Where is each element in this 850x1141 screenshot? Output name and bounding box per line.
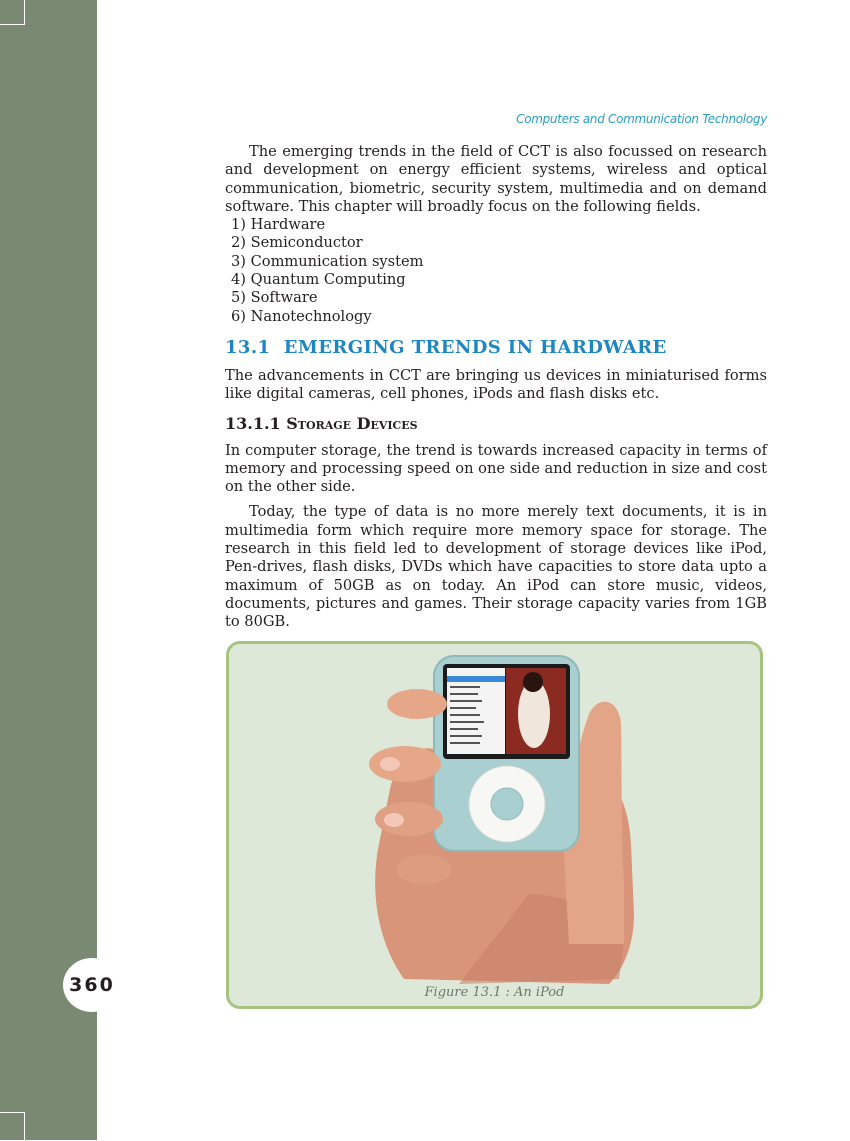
little-finger (396, 854, 452, 884)
middle-finger (369, 746, 441, 782)
storage-paragraph-1: In computer storage, the trend is towards increased capacity in terms of memory and processing speed on one side and reduction in size and cost on the other side. (225, 441, 767, 496)
ipod-photo (229, 644, 760, 1006)
subsection-title: Storage Devices (286, 413, 418, 433)
index-finger (387, 689, 447, 719)
list-item: 2) Semiconductor (231, 234, 363, 252)
fingernail (380, 757, 400, 771)
crop-mark-bottom (0, 1112, 25, 1141)
artwork-head (523, 672, 543, 692)
storage-paragraph-2: Today, the type of data is no more merely text documents, it is in multimedia form which require more memory space for storage. The research in this field led to development of storage devices like iPod, Pen-drives, flash disks, DVDs which have capacities to store data upto a maximum of 50GB as on today. An iPod can store music, videos, documents, pictures and games. Their storage capacity varies from 1GB to 80GB. (225, 503, 767, 631)
list-item: 6) Nanotechnology (231, 307, 372, 325)
page-number: 360 (63, 958, 121, 1012)
intro-paragraph: The emerging trends in the field of CCT is also focussed on research and development on energy efficient systems, wireless and optical communication, biometric, security system, multimedia and on demand software. This chapter will broadly focus on the following fields. (225, 143, 767, 215)
figure-caption: Figure 13.1 : An iPod (424, 985, 565, 1000)
fields-list (225, 216, 767, 326)
ipod-menu-highlight (447, 676, 505, 682)
subsection-number: 13.1.1 (225, 413, 281, 433)
running-header: Computers and Communication Technology (516, 112, 767, 126)
page-content (225, 143, 767, 632)
list-item: 4) Quantum Computing (231, 271, 406, 289)
fingernail (384, 813, 404, 827)
list-item: 5) Software (231, 289, 318, 307)
section-title: EMERGING TRENDS IN HARDWARE (283, 336, 667, 358)
figure-box (226, 641, 763, 1009)
ipod-center-button (491, 788, 523, 820)
list-item: 1) Hardware (231, 216, 326, 234)
crop-mark-top (0, 0, 25, 25)
subsection-heading (225, 413, 767, 435)
section-heading (225, 336, 767, 360)
section-paragraph: The advancements in CCT are bringing us devices in miniaturised forms like digital cameras, cell phones, iPods and flash disks etc. (225, 366, 767, 403)
list-item: 3) Communication system (231, 252, 424, 270)
section-number: 13.1 (225, 336, 271, 358)
